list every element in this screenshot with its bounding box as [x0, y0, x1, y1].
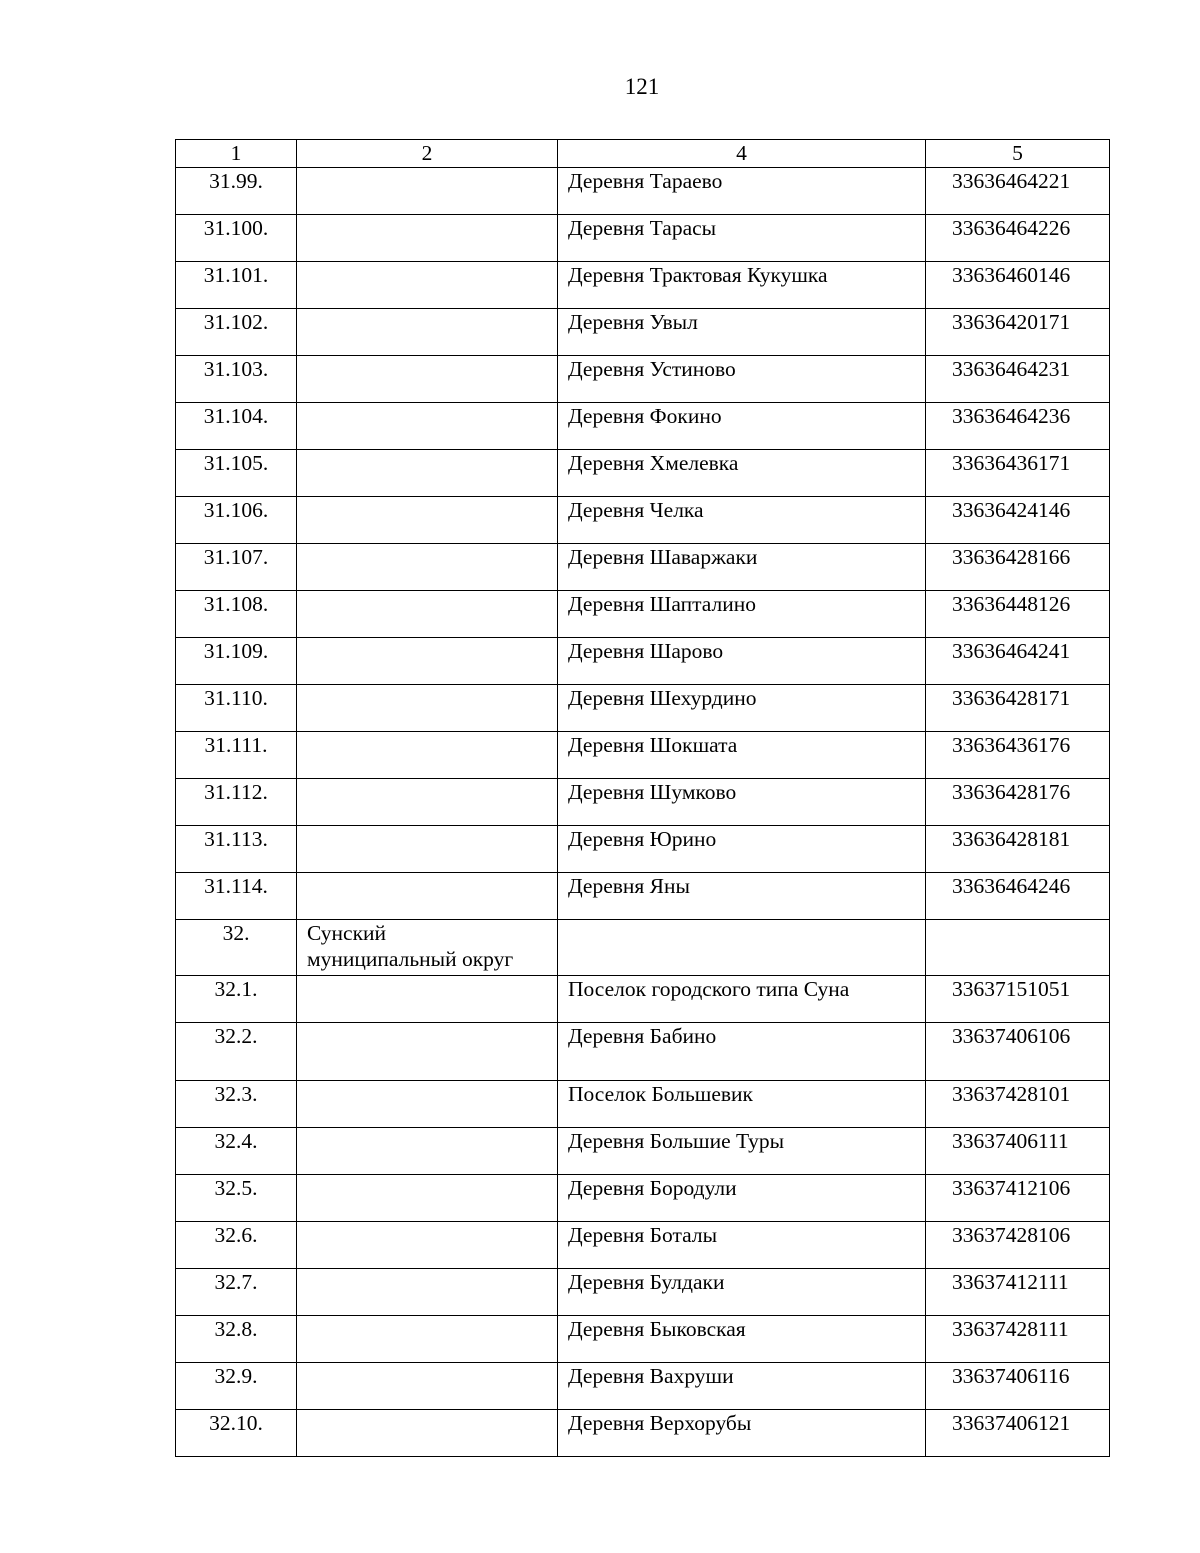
settlement-name [558, 920, 926, 976]
district-cell [297, 732, 558, 779]
district-cell [297, 1175, 558, 1222]
row-number: 32.7. [176, 1269, 297, 1316]
district-cell [297, 1023, 558, 1081]
district-cell [297, 450, 558, 497]
district-cell [297, 1081, 558, 1128]
settlement-name: Деревня Увыл [558, 309, 926, 356]
settlement-name: Деревня Вахруши [558, 1363, 926, 1410]
row-number: 32.2. [176, 1023, 297, 1081]
settlement-name: Деревня Шехурдино [558, 685, 926, 732]
column-header-2: 2 [297, 140, 558, 168]
district-cell [297, 356, 558, 403]
row-number: 31.100. [176, 215, 297, 262]
settlement-name: Деревня Яны [558, 873, 926, 920]
table-row [176, 1128, 1110, 1175]
oktmo-code: 33636464226 [926, 215, 1110, 262]
district-cell [297, 591, 558, 638]
district-cell [297, 309, 558, 356]
oktmo-code: 33637151051 [926, 976, 1110, 1023]
table-row [176, 779, 1110, 826]
table-row [176, 262, 1110, 309]
oktmo-code: 33637406106 [926, 1023, 1110, 1081]
district-cell [297, 685, 558, 732]
row-number: 31.113. [176, 826, 297, 873]
row-number: 32.6. [176, 1222, 297, 1269]
settlement-name: Поселок Большевик [558, 1081, 926, 1128]
district-cell [297, 1269, 558, 1316]
row-number: 32.10. [176, 1410, 297, 1457]
row-number: 32.4. [176, 1128, 297, 1175]
settlement-name: Деревня Боталы [558, 1222, 926, 1269]
settlement-name: Поселок городского типа Суна [558, 976, 926, 1023]
table-row [176, 450, 1110, 497]
district-cell [297, 1222, 558, 1269]
district-name-line: муниципальный округ [307, 947, 514, 971]
oktmo-code: 33637428101 [926, 1081, 1110, 1128]
table-row [176, 1269, 1110, 1316]
table-row [176, 1175, 1110, 1222]
row-number: 31.114. [176, 873, 297, 920]
table-row [176, 1222, 1110, 1269]
table-row [176, 976, 1110, 1023]
table-row [176, 826, 1110, 873]
district-cell [297, 779, 558, 826]
table-row [176, 732, 1110, 779]
district-cell [297, 638, 558, 685]
table-row [176, 215, 1110, 262]
oktmo-code: 33636436171 [926, 450, 1110, 497]
district-cell [297, 1363, 558, 1410]
oktmo-code: 33637428111 [926, 1316, 1110, 1363]
settlement-name: Деревня Шапталино [558, 591, 926, 638]
settlement-name: Деревня Тараево [558, 168, 926, 215]
table-row [176, 168, 1110, 215]
settlement-name: Деревня Челка [558, 497, 926, 544]
oktmo-code: 33637412111 [926, 1269, 1110, 1316]
settlement-name: Деревня Большие Туры [558, 1128, 926, 1175]
row-number: 32.8. [176, 1316, 297, 1363]
district-cell [297, 873, 558, 920]
row-number: 31.109. [176, 638, 297, 685]
table-row [176, 403, 1110, 450]
column-header-5: 5 [926, 140, 1110, 168]
settlement-name: Деревня Хмелевка [558, 450, 926, 497]
table-row [176, 1316, 1110, 1363]
table-row [176, 685, 1110, 732]
oktmo-code: 33636464241 [926, 638, 1110, 685]
oktmo-code: 33636428171 [926, 685, 1110, 732]
table-row [176, 544, 1110, 591]
settlement-name: Деревня Шокшата [558, 732, 926, 779]
column-header-4: 4 [558, 140, 926, 168]
settlement-name: Деревня Шаваржаки [558, 544, 926, 591]
district-cell [297, 262, 558, 309]
oktmo-code: 33636428166 [926, 544, 1110, 591]
oktmo-code: 33636460146 [926, 262, 1110, 309]
oktmo-code: 33637428106 [926, 1222, 1110, 1269]
table-row [176, 309, 1110, 356]
table-row [176, 497, 1110, 544]
row-number: 31.108. [176, 591, 297, 638]
district-cell [297, 976, 558, 1023]
settlement-name: Деревня Фокино [558, 403, 926, 450]
oktmo-code: 33636464231 [926, 356, 1110, 403]
oktmo-code: 33636428176 [926, 779, 1110, 826]
table-row [176, 1363, 1110, 1410]
oktmo-code: 33636424146 [926, 497, 1110, 544]
district-cell [297, 497, 558, 544]
table-row [176, 1081, 1110, 1128]
district-name [297, 920, 558, 976]
row-number: 31.110. [176, 685, 297, 732]
table-row [176, 591, 1110, 638]
settlement-name: Деревня Юрино [558, 826, 926, 873]
row-number: 31.104. [176, 403, 297, 450]
settlement-name: Деревня Трактовая Кукушка [558, 262, 926, 309]
table-row [176, 356, 1110, 403]
district-cell [297, 1316, 558, 1363]
row-number: 32. [176, 920, 297, 976]
row-number: 31.112. [176, 779, 297, 826]
district-header-row [176, 920, 1110, 976]
district-cell [297, 403, 558, 450]
settlement-name: Деревня Верхорубы [558, 1410, 926, 1457]
oktmo-code: 33636448126 [926, 591, 1110, 638]
district-cell [297, 168, 558, 215]
column-header-1: 1 [176, 140, 297, 168]
oktmo-code: 33637412106 [926, 1175, 1110, 1222]
district-cell [297, 215, 558, 262]
row-number: 32.9. [176, 1363, 297, 1410]
oktmo-code: 33636464221 [926, 168, 1110, 215]
row-number: 31.99. [176, 168, 297, 215]
oktmo-code: 33636436176 [926, 732, 1110, 779]
table-row [176, 1023, 1110, 1081]
table-row [176, 873, 1110, 920]
table-row [176, 638, 1110, 685]
row-number: 31.103. [176, 356, 297, 403]
oktmo-code: 33636428181 [926, 826, 1110, 873]
row-number: 31.107. [176, 544, 297, 591]
settlement-name: Деревня Бабино [558, 1023, 926, 1081]
oktmo-code: 33637406111 [926, 1128, 1110, 1175]
row-number: 31.101. [176, 262, 297, 309]
settlements-table [175, 139, 1110, 1457]
oktmo-code [926, 920, 1110, 976]
settlement-name: Деревня Быковская [558, 1316, 926, 1363]
page-number: 121 [624, 74, 660, 99]
row-number: 32.3. [176, 1081, 297, 1128]
settlement-name: Деревня Устиново [558, 356, 926, 403]
oktmo-code: 33636464246 [926, 873, 1110, 920]
oktmo-code: 33637406116 [926, 1363, 1110, 1410]
district-cell [297, 544, 558, 591]
settlement-name: Деревня Шумково [558, 779, 926, 826]
district-cell [297, 1128, 558, 1175]
settlement-name: Деревня Тарасы [558, 215, 926, 262]
oktmo-code: 33636420171 [926, 309, 1110, 356]
table-row [176, 1410, 1110, 1457]
settlement-name: Деревня Шарово [558, 638, 926, 685]
oktmo-code: 33637406121 [926, 1410, 1110, 1457]
district-cell [297, 826, 558, 873]
settlement-name: Деревня Бородули [558, 1175, 926, 1222]
row-number: 31.102. [176, 309, 297, 356]
row-number: 32.5. [176, 1175, 297, 1222]
district-cell [297, 1410, 558, 1457]
oktmo-code: 33636464236 [926, 403, 1110, 450]
row-number: 31.111. [176, 732, 297, 779]
settlement-name: Деревня Булдаки [558, 1269, 926, 1316]
table-header-row [176, 140, 1110, 168]
row-number: 31.106. [176, 497, 297, 544]
district-name-line: Сунский [307, 921, 387, 945]
row-number: 31.105. [176, 450, 297, 497]
row-number: 32.1. [176, 976, 297, 1023]
